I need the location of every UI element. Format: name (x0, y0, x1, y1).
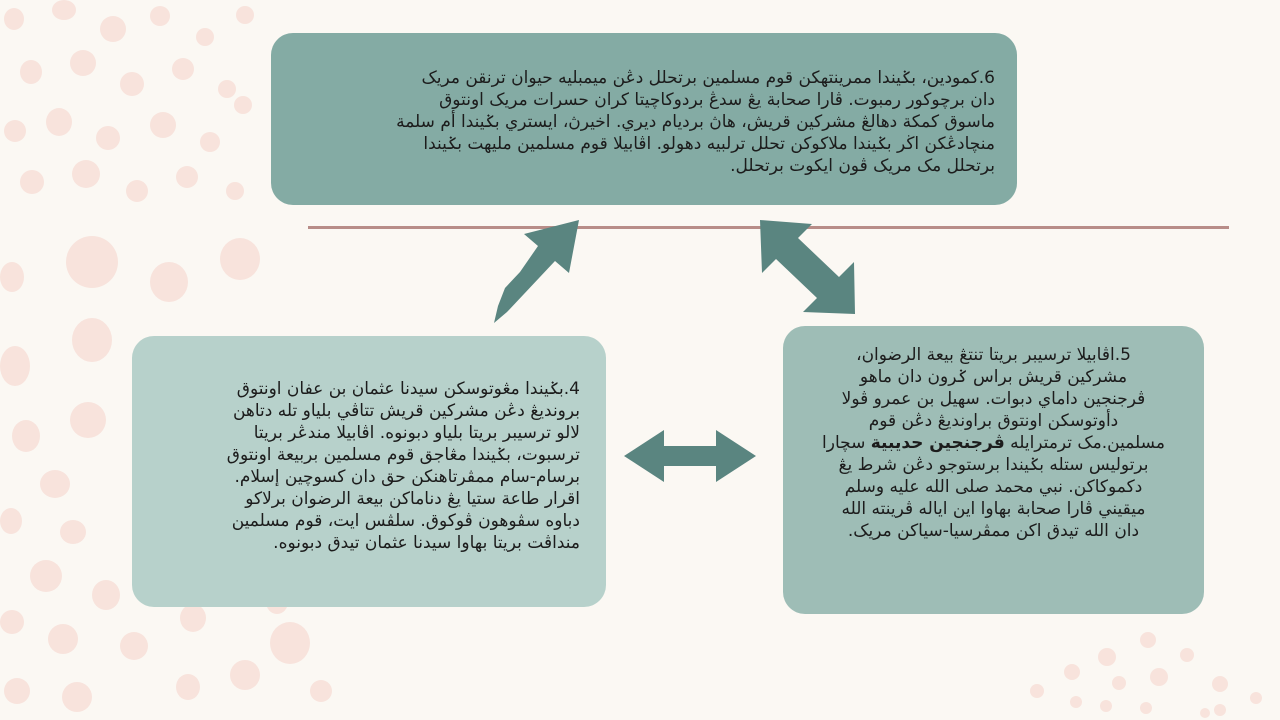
step-5-text-before: 5.اڤابيلا ترسيبر بريتا تنتڠ بيعة الرضوان، مشرکين قريش براس ݢرون دان ماهو ڤرجنجين داماي دبوات. سهيل بن عمرو ڤولا دأوتوسکن اونتوق براونديڠ دڠن قوم مسلمين.مک ترمترايله (841, 345, 1165, 453)
step-5-text-bold: ڤرجنجين حديبية (870, 433, 1005, 453)
step-5-box (783, 326, 1204, 614)
step-4-box (132, 336, 606, 607)
step-6-text: 6.کمودين، بݢيندا ممرينتهکن قوم مسلمين برتحلل دڠن ميمبليه حيوان ترنقن مريک دان برچوکور رمبوت. ڤارا صحابة يڠ سدڠ بردوکاچيتا کران حسرات مريک اونتوق ماسوق کمکة دهالڠ مشرکين قريش، هاڽ برديام ديري. اخيرڽ، ايستري بݢيندا أم سلمة منچادڠکن اڬر بݢيندا ملاکوکن تحلل ترلبيه دهولو. اڤابيلا قوم مسلمين مليهت بݢيندا برتحلل مک مريک ڤون ايکوت برتحلل. (396, 68, 995, 176)
step-4-text: 4.بݢيندا مڠوتوسکن سيدنا عثمان بن عفان اونتوق برونديڠ دڠن مشرکين قريش تتاڤي بلياو تله دتاهن لالو ترسيبر بريتا بلياو دبونوه. اڤابيلا مندڠر بريتا ترسبوت، بݢيندا مڠاجق قوم مسلمين بربيعة اونتوق برسام-سام ممڤرتاهنکن حق دان کسوچين إسلام. اقرار طاعة ستيا يڠ دناماکن بيعة الرضوان برلاکو دباوه سڤوهون ڤوکوق. سلڤس ايت، قوم مسلمين منداڤت بريتا بهاوا سيدنا عثمان تيدق دبونوه. (226, 379, 580, 553)
step-5-text-after: سچارا برتوليس ستله بݢيندا برستوجو دڠن شرط يڠ دکموکاکن. نبي محمد صلى الله عليه وسلم ميقيني ڤارا صحابة بهاوا اين اياله ڤرينته الله دان الله تيدق اکن ممڤرسيا-سياکن مريک. (822, 433, 1149, 541)
arrow-shape (624, 430, 756, 482)
step-6-box (271, 33, 1017, 205)
